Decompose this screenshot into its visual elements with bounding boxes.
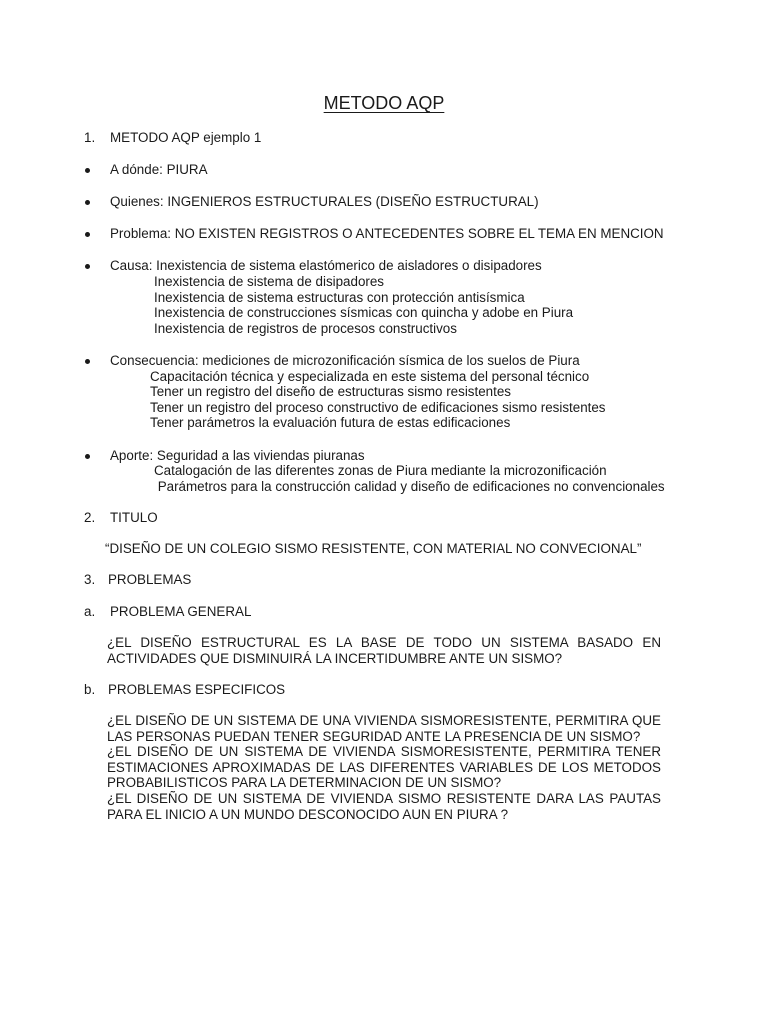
document-title: METODO AQP [323,93,445,113]
bullet-consecuencia: Consecuencia: mediciones de microzonificación sísmica de los suelos de Piura [110,353,580,368]
section-1-number: 1. [84,130,96,145]
bullet-icon [85,168,90,173]
causa-line: Inexistencia de sistema estructuras con protección antisísmica [154,290,525,305]
bullet-icon [85,232,90,237]
section-3-number: 3. [84,572,96,587]
bullet-aporte: Aporte: Seguridad a las viviendas piuranas [110,448,365,463]
section-2-quote: “DISEÑO DE UN COLEGIO SISMO RESISTENTE, CON MATERIAL NO CONVECIONAL” [105,541,642,556]
consecuencia-line: Capacitación técnica y especializada en este sistema del personal técnico [150,369,590,384]
bullet-icon [85,200,90,205]
bullet-icon [85,359,90,364]
problemas-especificos-text [107,713,661,822]
causa-line: Inexistencia de registros de procesos constructivos [154,321,457,336]
problema-especifico-paragraph: ¿EL DISEÑO DE UN SISTEMA DE VIVIENDA SISMORESISTENTE, PERMITIRA TENER ESTIMACIONES APROXIMADAS DE LAS DIFERENTES VARIABLES DE LOS METODOS PROBABILISTICOS PARA LA DETERMINACION DE UN SISMO? [107,744,661,791]
subsection-a-letter: a. [84,604,96,619]
consecuencia-line: Tener parámetros la evaluación futura de estas edificaciones [150,415,511,430]
causa-line: Inexistencia de sistema de disipadores [154,274,385,289]
section-3-heading: PROBLEMAS [108,572,192,587]
subsection-a-heading: PROBLEMA GENERAL [110,604,252,619]
subsection-b-letter: b. [84,682,96,697]
bullet-quienes: Quienes: INGENIEROS ESTRUCTURALES (DISEÑO ESTRUCTURAL) [110,194,539,209]
aporte-line: Catalogación de las diferentes zonas de Piura mediante la microzonificación [154,463,607,478]
bullet-icon [85,264,90,269]
problema-general-paragraph: ¿EL DISEÑO ESTRUCTURAL ES LA BASE DE TODO UN SISTEMA BASADO EN ACTIVIDADES QUE DISMINUIRÁ LA INCERTIDUMBRE ANTE UN SISMO? [107,635,661,666]
problema-especifico-paragraph: ¿EL DISEÑO DE UN SISTEMA DE UNA VIVIENDA SISMORESISTENTE, PERMITIRA QUE LAS PERSONAS PUEDAN TENER SEGURIDAD ANTE LA PRESENCIA DE UN SISMO? [107,713,661,744]
section-2-heading: TITULO [110,510,158,525]
section-1-heading: METODO AQP ejemplo 1 [110,130,262,145]
aporte-line: Parámetros para la construcción calidad y diseño de edificaciones no convencionales [154,479,665,494]
bullet-icon [85,454,90,459]
section-2-number: 2. [84,510,96,525]
consecuencia-line: Tener un registro del proceso constructivo de edificaciones sismo resistentes [150,400,606,415]
problema-general-text [107,635,661,666]
bullet-donde: A dónde: PIURA [110,162,208,177]
bullet-problema: Problema: NO EXISTEN REGISTROS O ANTECEDENTES SOBRE EL TEMA EN MENCION [110,226,664,241]
bullet-causa: Causa: Inexistencia de sistema elastómerico de aisladores o disipadores [110,258,542,273]
causa-line: Inexistencia de construcciones sísmicas con quincha y adobe en Piura [154,305,574,320]
problema-especifico-paragraph: ¿EL DISEÑO DE UN SISTEMA DE VIVIENDA SISMO RESISTENTE DARA LAS PAUTAS PARA EL INICIO A UN MUNDO DESCONOCIDO AUN EN PIURA ? [107,790,661,822]
consecuencia-line: Tener un registro del diseño de estructuras sismo resistentes [150,384,511,399]
subsection-b-heading: PROBLEMAS ESPECIFICOS [108,682,286,697]
